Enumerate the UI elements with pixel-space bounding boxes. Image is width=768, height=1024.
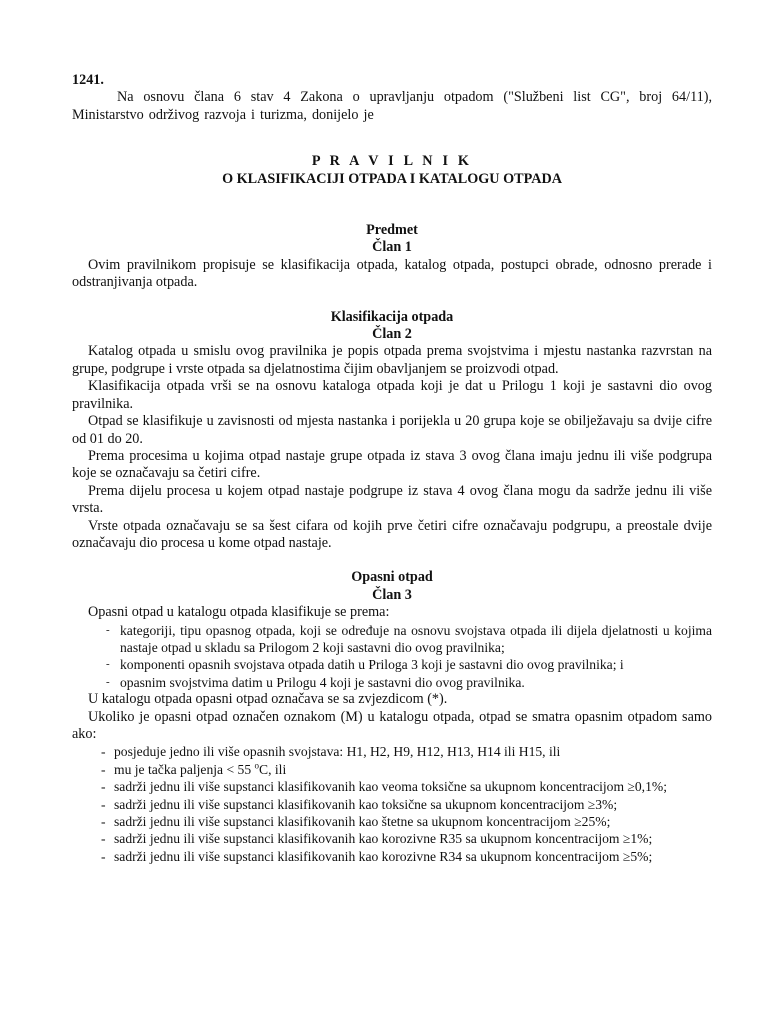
section-heading-opasni-otpad [72, 569, 712, 604]
hazard-conditions-list [72, 743, 712, 865]
flash-point-prefix: mu je tačka paljenja < 55 [114, 761, 255, 777]
article-2-paragraph-3: Otpad se klasifikuje u zavisnosti od mjesta nastanka i porijekla u 20 grupa koje se obilježavaju sa dvije cifre od 01 do 20. [72, 413, 712, 447]
list-item [72, 848, 712, 865]
document-page [72, 72, 712, 865]
dash-bullet: - [106, 623, 110, 636]
asterisk-note: U katalogu otpada opasni otpad označava se sa zvjezdicom (*). [88, 691, 448, 708]
section-heading-klasifikacija [72, 309, 712, 344]
dash-bullet: - [101, 814, 106, 830]
document-title [72, 153, 712, 188]
list-item [72, 796, 712, 813]
section-heading: Opasni otpad [351, 569, 433, 586]
article-3-lead: Opasni otpad u katalogu otpada klasifikuje se prema: [88, 604, 390, 621]
list-item [72, 743, 712, 760]
article-number: Član 1 [372, 239, 412, 256]
list-item-text: sadrži jednu ili više supstanci klasifikovanih kao veoma toksične sa ukupnom koncentracijom ≥0,1%; [114, 779, 667, 795]
list-item [72, 813, 712, 830]
classification-criteria-list [72, 622, 712, 692]
preamble-paragraph: Na osnovu člana 6 stav 4 Zakona o upravljanju otpadom ("Službeni list CG", broj 64/11), Ministarstvo održivog razvoja i turizma, donijelo je [72, 89, 712, 123]
article-1-paragraph: Ovim pravilnikom propisuje se klasifikacija otpada, katalog otpada, postupci obrade, odnosno prerade i odstranjivanja otpada. [72, 256, 712, 291]
list-item-text: sadrži jednu ili više supstanci klasifikovanih kao korozivne R35 sa ukupnom koncentracijom ≥1%; [114, 831, 653, 847]
article-2-paragraph-4: Prema procesima u kojima otpad nastaje grupe otpada iz stava 3 ovog člana imaju jednu ili više podgrupa koje se označavaju sa četiri cifre. [72, 447, 712, 482]
dash-bullet: - [101, 761, 106, 777]
list-item-text: posjeduje jedno ili više opasnih svojstava: H1, H2, H9, H12, H13, H14 ili H15, ili [114, 744, 561, 760]
article-2-paragraph-1: Katalog otpada u smislu ovog pravilnika je popis otpada prema svojstvima i mjestu nastanka razvrstan na grupe, podgrupe i vrste otpada sa djelatnostima čijim obavljanjem se proizvodi otpad. [72, 343, 712, 377]
list-item-text: komponenti opasnih svojstava otpada datih u Priloga 3 koji je sastavni dio ovog pravilnika; i [120, 657, 624, 673]
flash-point-text [114, 762, 286, 777]
m-mark-note: Ukoliko je opasni otpad označen oznakom (M) u katalogu otpada, otpad se smatra opasnim otpadom samo ako: [72, 708, 712, 742]
section-heading: Klasifikacija otpada [330, 308, 454, 325]
dash-bullet: - [106, 675, 110, 688]
list-item-text: kategoriji, tipu opasnog otpada, koji se određuje na osnovu svojstava otpada ili dijela djelatnosti u kojima nastaje otpad u skladu sa Prilogom 2 koji sastavni dio ovog pravilnika; [120, 622, 712, 655]
list-item [72, 656, 712, 673]
article-2-paragraph-2: Klasifikacija otpada vrši se na osnovu kataloga otpada koji je dat u Prilogu 1 koji je sastavni dio ovog pravilnika. [72, 378, 712, 412]
dash-bullet: - [101, 744, 106, 760]
list-item [72, 778, 712, 795]
title-line-2: O KLASIFIKACIJI OTPADA I KATALOGU OTPADA [222, 170, 562, 187]
dash-bullet: - [101, 848, 106, 864]
dash-bullet: - [101, 831, 106, 847]
list-item [72, 830, 712, 847]
title-line-1: P R A V I L N I K [311, 153, 473, 170]
dash-bullet: - [101, 779, 106, 795]
list-item [72, 674, 712, 691]
list-item-text: sadrži jednu ili više supstanci klasifikovanih kao korozivne R34 sa ukupnom koncentracijom ≥5%; [114, 848, 653, 864]
degree-superscript: o [254, 760, 260, 771]
flash-point-suffix: C, ili [259, 761, 287, 777]
article-2-paragraph-6: Vrste otpada označavaju se sa šest cifara od kojih prve četiri cifre označavaju podgrupu, a preostale dvije označavaju dio procesa u kome otpad nastaje. [72, 517, 712, 551]
list-item-text: sadrži jednu ili više supstanci klasifikovanih kao toksične sa ukupnom koncentracijom ≥3%; [114, 796, 618, 812]
list-item [72, 622, 712, 657]
section-heading-predmet [72, 222, 712, 257]
list-item-text: sadrži jednu ili više supstanci klasifikovanih kao štetne sa ukupnom koncentracijom ≥25%; [114, 814, 611, 830]
document-number: 1241. [72, 72, 104, 88]
dash-bullet: - [101, 796, 106, 812]
article-number: Član 3 [372, 586, 412, 603]
list-item [72, 761, 712, 778]
article-2-paragraph-5: Prema dijelu procesa u kojem otpad nastaje podgrupe iz stava 4 ovog člana mogu da sadrže jednu ili više vrsta. [72, 482, 712, 517]
section-heading: Predmet [366, 222, 418, 239]
dash-bullet: - [106, 658, 110, 671]
list-item-text: opasnim svojstvima datim u Prilogu 4 koji je sastavni dio ovog pravilnika. [120, 674, 525, 690]
article-number: Član 2 [372, 326, 412, 343]
